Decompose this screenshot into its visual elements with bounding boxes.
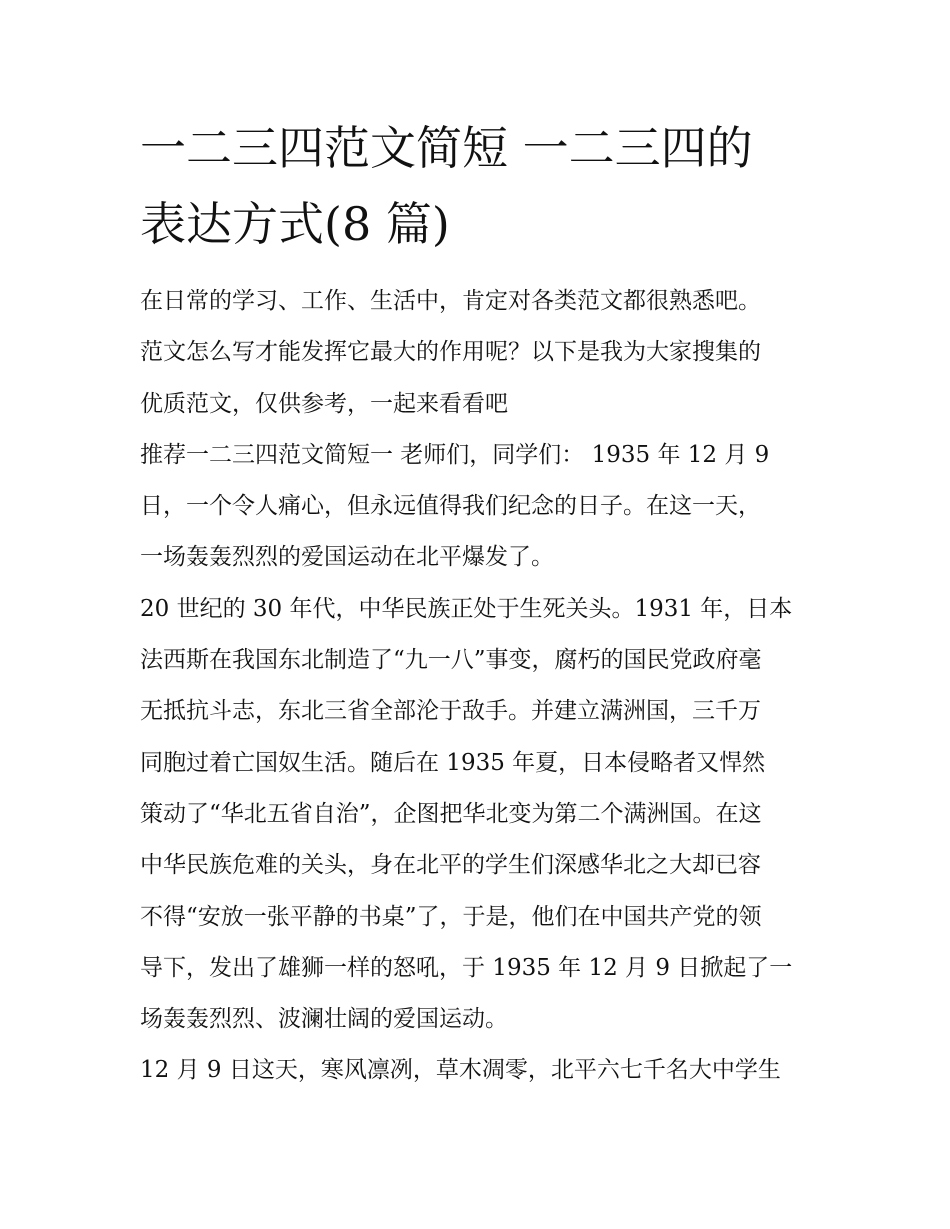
- body-line: 策动了“华北五省自治”，企图把华北变为第二个满洲国。在这: [140, 800, 762, 827]
- body-line: 同胞过着亡国奴生活。随后在 1935 年夏，日本侵略者又悍然: [140, 749, 766, 776]
- body-line: 优质范文，仅供参考，一起来看看吧: [140, 390, 508, 417]
- document-body: [140, 276, 830, 1097]
- body-line: 导下，发出了雄狮一样的怒吼，于 1935 年 12 月 9 日掀起了一: [140, 954, 793, 981]
- title-line: 一二三四范文简短 一二三四的: [140, 121, 753, 175]
- body-line: 无抵抗斗志，东北三省全部沦于敌手。并建立满洲国，三千万: [140, 698, 761, 725]
- body-line: 一场轰轰烈烈的爱国运动在北平爆发了。: [140, 544, 554, 571]
- body-line: 法西斯在我国东北制造了“九一八”事变，腐朽的国民党政府毫: [140, 647, 762, 674]
- body-line: 20 世纪的 30 年代，中华民族正处于生死关头。1931 年，日本: [140, 595, 793, 622]
- body-line: 日，一个令人痛心，但永远值得我们纪念的日子。在这一天，: [140, 493, 761, 520]
- document-title: [140, 110, 820, 262]
- body-line: 不得“安放一张平静的书桌”了，于是，他们在中国共产党的领: [140, 903, 762, 930]
- body-line: 推荐一二三四范文简短一 老师们，同学们： 1935 年 12 月 9: [140, 441, 770, 468]
- body-line: 中华民族危难的关头，身在北平的学生们深感华北之大却已容: [140, 852, 761, 879]
- body-line: 场轰轰烈烈、波澜壮阔的爱国运动。: [140, 1006, 508, 1033]
- body-line: 在日常的学习、工作、生活中，肯定对各类范文都很熟悉吧。: [140, 288, 761, 314]
- body-line: 12 月 9 日这天，寒风凛冽，草木凋零，北平六七千名大中学生: [140, 1057, 781, 1084]
- title-line: 表达方式(8 篇): [140, 197, 450, 251]
- body-line: 范文怎么写才能发挥它最大的作用呢？以下是我为大家搜集的: [140, 339, 761, 366]
